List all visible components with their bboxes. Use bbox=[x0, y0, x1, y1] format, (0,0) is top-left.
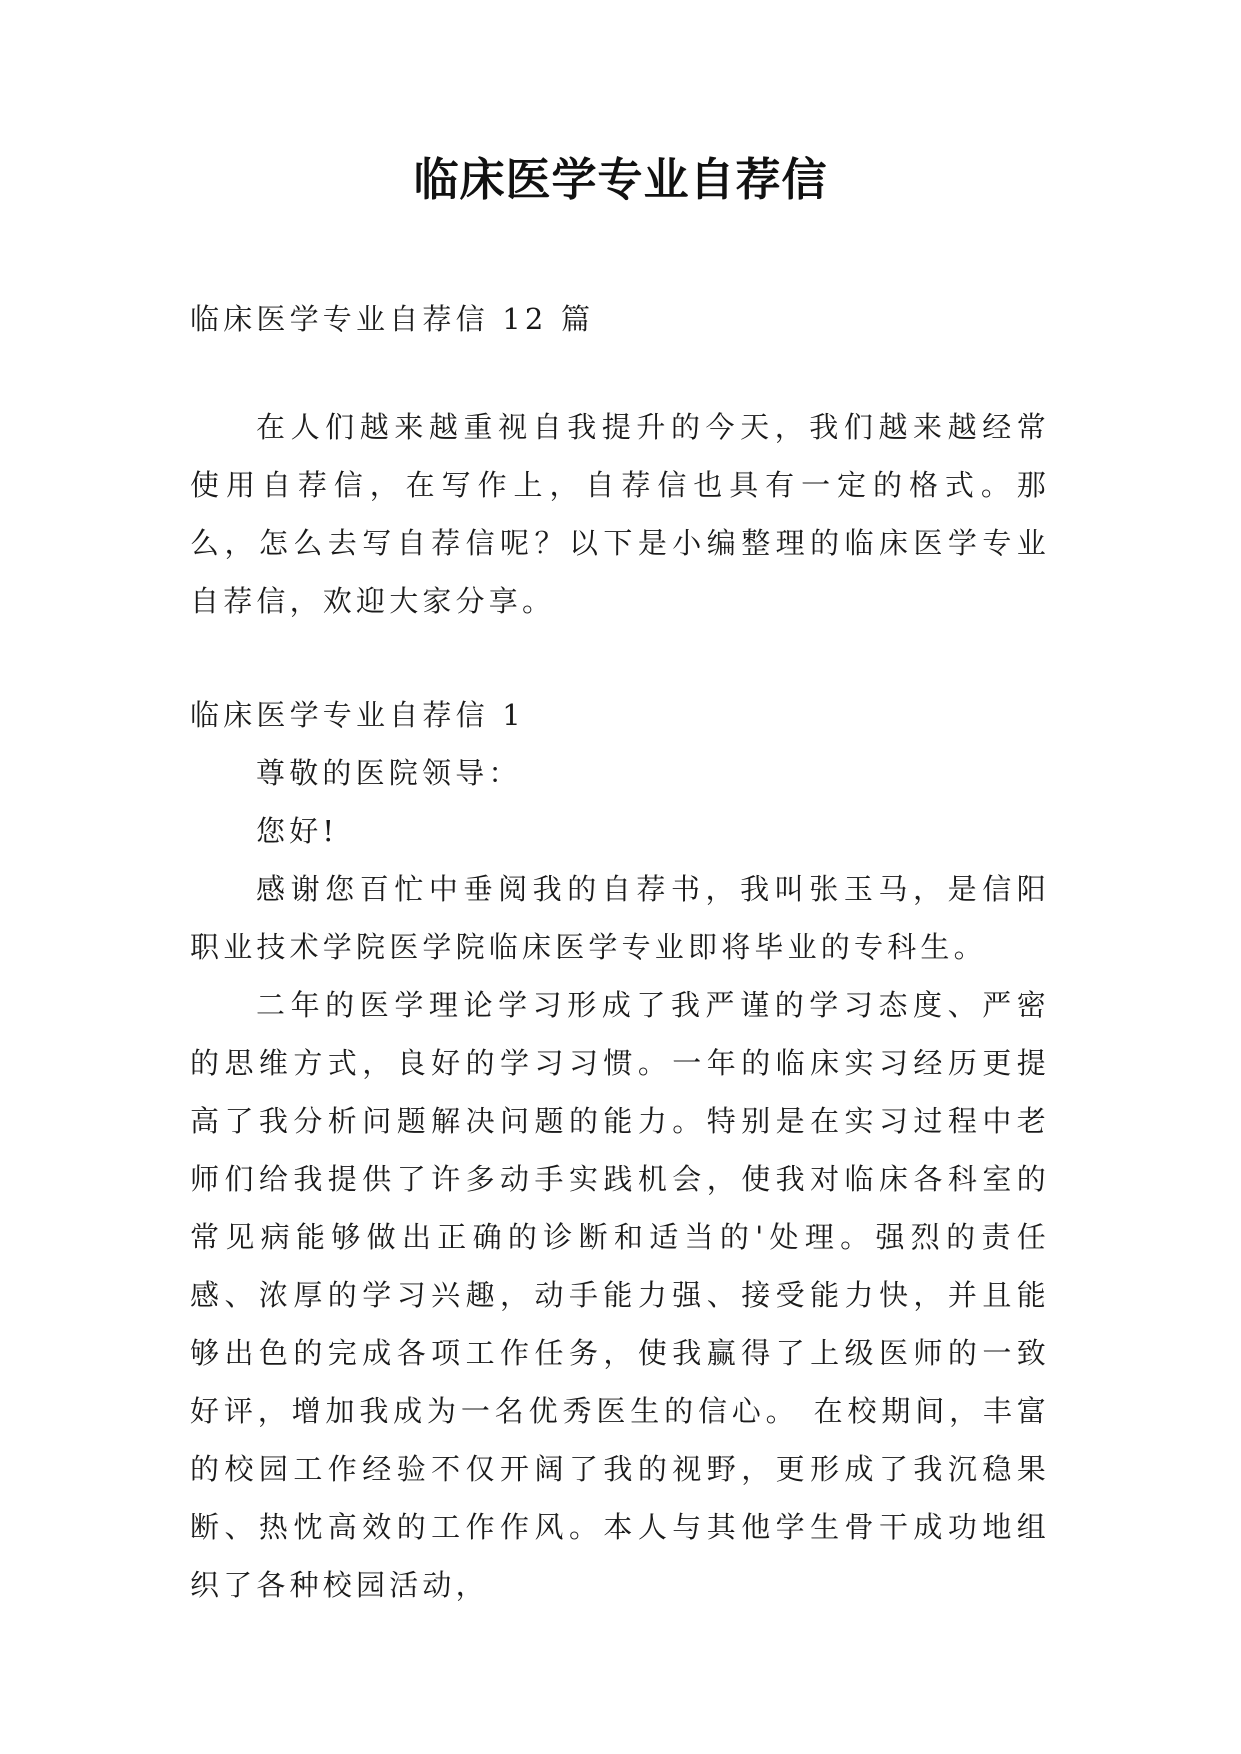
spacer bbox=[190, 630, 1050, 686]
letter-paragraph: 二年的医学理论学习形成了我严谨的学习态度、严密的思维方式，良好的学习习惯。一年的临床实习经历更提高了我分析问题解决问题的能力。特别是在实习过程中老师们给我提供了许多动手实践机会，使我对临床各科室的常见病能够做出正确的诊断和适当的'处理。强烈的责任感、浓厚的学习兴趣，动手能力强、接受能力快，并且能够出色的完成各项工作任务，使我赢得了上级医师的一致好评，增加我成为一名优秀医生的信心。 在校期间，丰富的校园工作经验不仅开阔了我的视野，更形成了我沉稳果断、热忱高效的工作作风。本人与其他学生骨干成功地组织了各种校园活动， bbox=[190, 988, 1050, 1602]
spacer bbox=[190, 348, 1050, 398]
letter-paragraph: 感谢您百忙中垂阅我的自荐书，我叫张玉马，是信阳职业技术学院医学院临床医学专业即将毕业的专科生。 bbox=[190, 872, 1050, 964]
letter-salutation: 尊敬的医院领导： bbox=[256, 756, 522, 790]
document-subtitle: 临床医学专业自荐信 12 篇 bbox=[190, 302, 595, 336]
document-title: 临床医学专业自荐信 bbox=[413, 153, 828, 206]
document-body bbox=[190, 290, 1050, 1614]
letter-heading: 临床医学专业自荐信 1 bbox=[190, 698, 525, 732]
intro-paragraph: 在人们越来越重视自我提升的今天，我们越来越经常使用自荐信，在写作上，自荐信也具有一定的格式。那么，怎么去写自荐信呢？以下是小编整理的临床医学专业自荐信，欢迎大家分享。 bbox=[190, 410, 1050, 618]
letter-greeting: 您好! bbox=[256, 814, 339, 848]
